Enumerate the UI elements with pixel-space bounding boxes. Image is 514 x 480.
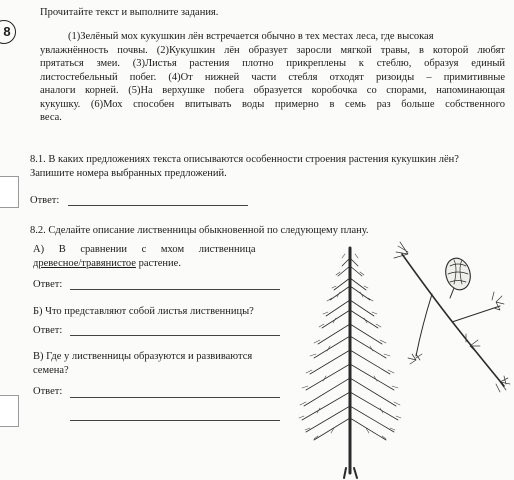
option-woody-herbaceous[interactable]: древесное/травянистое [33, 257, 136, 269]
text-line-7: веса. [40, 112, 62, 123]
text-line-2: увлажнённость почвы. (2)Кукушкин лён образует заросли мягкой травы, в которой любят [40, 44, 505, 56]
answer-8-1-line[interactable] [68, 205, 248, 206]
score-box-8-2[interactable] [0, 395, 19, 427]
text-line-1: (1)Зелёный мох кукушкин лён встречается обычно в тех местах леса, где высокая [68, 31, 434, 42]
question-8-1-line-1: 8.1. В каких предложениях текста описываются особенности строения растения кукушкин лён? [30, 154, 459, 165]
question-8-2-c [33, 350, 298, 377]
question-8-1-line-2: Запишите номера выбранных предложений. [30, 167, 227, 179]
text-line-4: листостебельный побег. (4)От нижней части стебля отходят ризоиды – примитивные [40, 71, 505, 83]
question-8-2-a [33, 243, 295, 270]
task-number: 8 [3, 24, 11, 40]
answer-8-1-label: Ответ: [30, 195, 60, 206]
answer-c-line-2[interactable] [70, 420, 280, 421]
question-8-2-c-line-1: В) Где у лиственницы образуются и развиваются [33, 351, 253, 362]
task-number-badge [0, 20, 16, 44]
answer-a-label: Ответ: [33, 279, 63, 290]
task-instruction: Прочитайте текст и выполните задания. [40, 7, 219, 18]
score-box-8-1[interactable] [0, 176, 19, 208]
answer-a-line[interactable] [70, 289, 280, 290]
question-8-2-a-tail: растение. [138, 257, 181, 269]
question-8-2-b: Б) Что представляют собой листья лиственницы? [33, 306, 254, 317]
question-8-2-a-line-1: А) В сравнении с мхом лиственница [33, 244, 256, 255]
question-8-1 [30, 153, 510, 180]
answer-b-line[interactable] [70, 335, 280, 336]
answer-c-line[interactable] [70, 397, 280, 398]
reading-text [40, 30, 505, 125]
text-line-3: прятаться змеи. (3)Листья растения плотно прикреплены к стеблю, образуя единый [40, 58, 505, 69]
text-line-6: кукушку. (6)Мох способен впитывать воды примерно в семь раз больше собственного [40, 98, 505, 110]
answer-c-label: Ответ: [33, 386, 63, 397]
answer-b-label: Ответ: [33, 325, 63, 336]
question-8-2-c-line-2: семена? [33, 364, 69, 376]
text-line-5: аналоги корней. (5)На верхушке побега образуется коробочка со спорами, напоминающая [40, 85, 505, 96]
larch-branch-cone-illustration [392, 236, 514, 396]
question-8-2-title: 8.2. Сделайте описание лиственницы обыкновенной по следующему плану. [30, 225, 369, 236]
